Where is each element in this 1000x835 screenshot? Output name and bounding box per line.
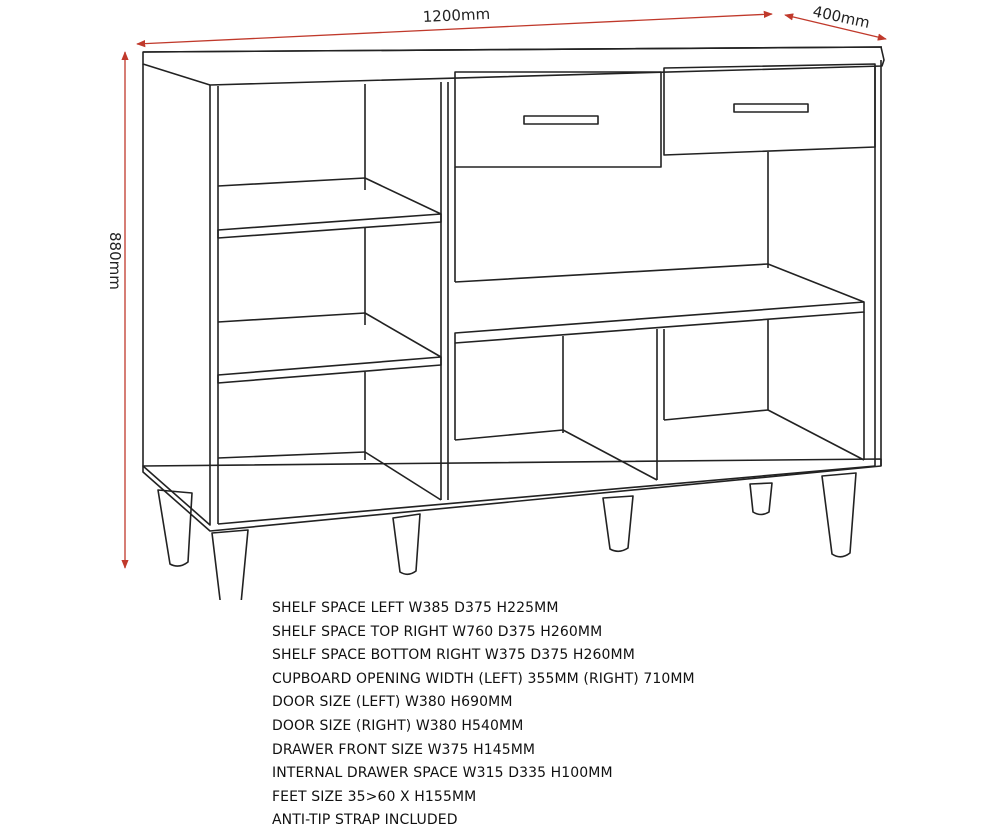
spec-line: SHELF SPACE BOTTOM RIGHT W375 D375 H260MM [272, 647, 635, 664]
spec-line: INTERNAL DRAWER SPACE W315 D335 H100MM [272, 765, 613, 782]
left-side-panel [143, 64, 210, 525]
drawer-left [455, 72, 661, 167]
spec-line: DRAWER FRONT SIZE W375 H145MM [272, 741, 536, 758]
foot-front-center-right [603, 496, 633, 551]
depth-dimension-label: 400mm [811, 2, 872, 32]
spec-line: ANTI-TIP STRAP INCLUDED [272, 812, 458, 829]
spec-line: SHELF SPACE TOP RIGHT W760 D375 H260MM [272, 623, 603, 640]
spec-line: FEET SIZE 35>60 X H155MM [272, 788, 477, 805]
right-middle-shelf [455, 264, 864, 343]
drawer-left-handle [524, 116, 598, 124]
left-shelf-upper [218, 178, 441, 238]
sideboard-outline [143, 47, 884, 531]
spec-line: DOOR SIZE (RIGHT) W380 H540MM [272, 717, 524, 734]
height-dimension-label: 880mm [106, 232, 124, 290]
spec-line: SHELF SPACE LEFT W385 D375 H225MM [272, 600, 559, 616]
foot-front-left [212, 530, 248, 600]
foot-back-right [750, 483, 772, 515]
width-dimension-label: 1200mm [422, 4, 491, 26]
drawer-right-handle [734, 104, 808, 112]
spec-line: DOOR SIZE (LEFT) W380 H690MM [272, 694, 513, 711]
feet [158, 473, 856, 600]
left-shelf-lower [218, 313, 441, 383]
foot-front-right [822, 473, 856, 557]
drawer-right [664, 64, 875, 155]
foot-back-left [158, 490, 192, 566]
spec-line: CUPBOARD OPENING WIDTH (LEFT) 355MM (RIGHT) 710MM [272, 670, 695, 687]
foot-front-center [393, 514, 420, 574]
specifications-list [272, 597, 695, 833]
